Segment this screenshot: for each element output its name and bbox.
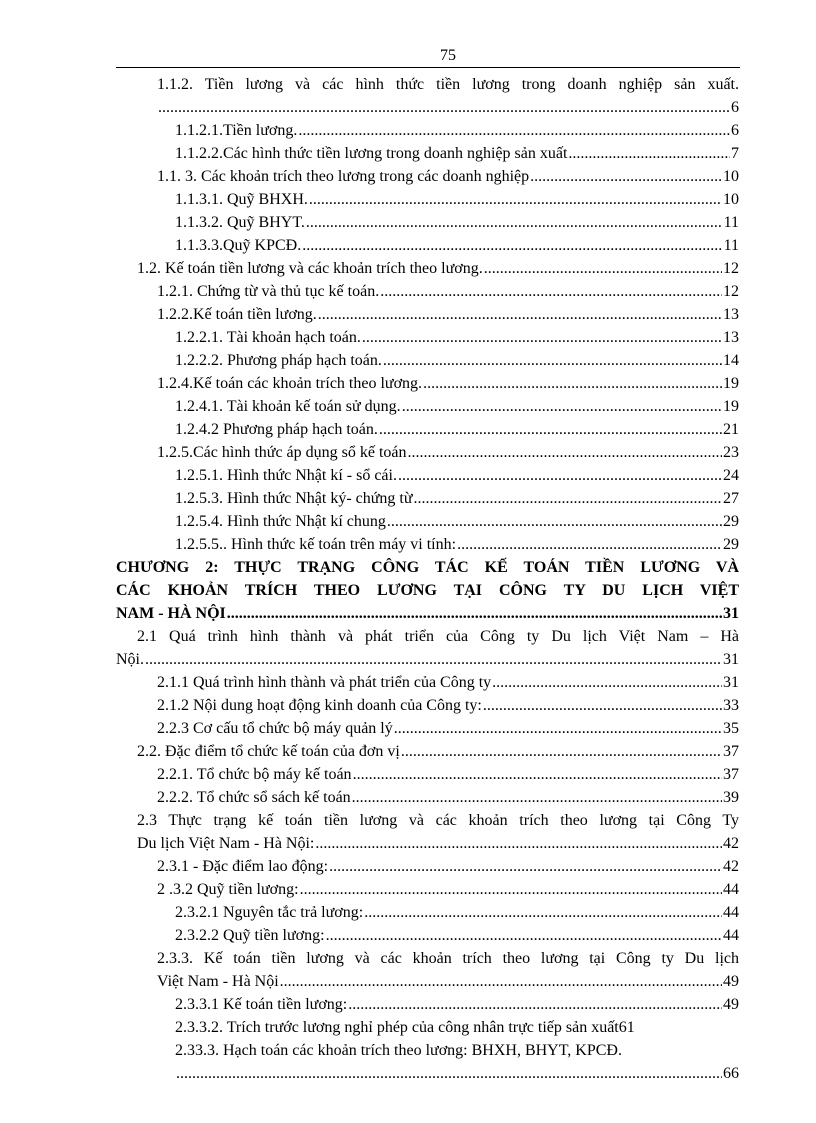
toc-entry-text: Việt Nam - Hà Nội [157,973,279,990]
toc-entry-page: 35 [723,720,739,737]
toc-entry-page: 31 [723,651,739,668]
toc-leader [145,648,722,671]
toc-leader [530,165,722,188]
toc-entry-page: 10 [723,191,739,208]
toc-entry [157,855,739,878]
page-number: 75 [440,47,456,64]
toc-entry-text: 1.1.3.2. Quỹ BHYT. [175,214,305,231]
toc-leader [318,303,722,326]
toc-entry [137,809,739,832]
toc-entry [157,694,739,717]
toc-entry-text: 2.33.3. Hạch toán các khoản trích theo lương: BHXH, BHYT, KPCĐ. [175,1042,622,1059]
toc-entry-page: 23 [723,444,739,461]
toc-entry-text: 2.1 Quá trình hình thành và phát triển của Công ty Du lịch Việt Nam – Hà [137,628,739,645]
toc-entry-text: 1.1.3.3.Quỹ KPCĐ. [175,237,302,254]
toc-entry-text: Du lịch Việt Nam - Hà Nội: [137,835,315,852]
toc-entry-text: 1.2.4.2 Phương pháp hạch toán. [175,421,378,438]
toc-leader [423,372,722,395]
toc-entry-page: 13 [723,306,739,323]
toc-entry-text: 1.2.5.3. Hình thức Nhật ký- chứng từ [175,490,413,507]
toc-entry [175,1016,739,1039]
toc-entry [175,142,739,165]
toc-entry [175,119,739,142]
toc-leader [492,671,722,694]
toc-entry-text: 2.3.1 - Đặc điểm lao động: [157,858,329,875]
toc-entry [137,832,739,855]
toc-entry-page: 49 [723,996,739,1013]
toc-entry-text: 1.1.3.1. Quỹ BHXH. [175,191,308,208]
toc-entry-text: CÁC KHOẢN TRÍCH THEO LƯƠNG TẠI CÔNG TY DU LỊCH VIỆT [116,582,739,599]
toc-entry-text: 1.2.5.4. Hình thức Nhật kí chung [175,513,386,530]
toc-leader [326,924,722,947]
toc-leader [483,694,722,717]
toc-entry-page: 29 [723,513,739,530]
chapter-heading [116,556,739,579]
toc-leader [398,464,722,487]
toc-entry-text: 1.2.5.Các hình thức áp dụng sổ kế toán [157,444,407,461]
toc-entry [137,740,739,763]
toc-entry-page: 14 [723,352,739,369]
toc-entry-text: 2.3.3.1 Kế toán tiền lương: [175,996,348,1013]
toc-entry-page: 24 [723,467,739,484]
toc-leader [408,441,722,464]
toc-entry [175,326,739,349]
toc-entry [137,625,739,648]
toc-leader [379,418,722,441]
toc-entry [175,487,739,510]
toc-entry [175,395,739,418]
toc-entry [157,878,739,901]
toc-entry-page: 66 [723,1065,739,1082]
toc-entry-page: 44 [723,881,739,898]
toc-entry-page: 13 [723,329,739,346]
toc-entry-text: 2.1.2 Nội dung hoạt động kinh doanh của Công ty: [157,697,482,714]
toc-entry-page: 11 [723,214,739,231]
toc-entry [175,993,739,1016]
chapter-heading [116,579,739,602]
toc-entry-text: 1.1. 3. Các khoản trích theo lương trong các doanh nghiệp [157,168,530,185]
toc-entry [175,1039,739,1062]
toc-entry-text: 2.3.3.2. Trích trước lương nghỉ phép của công nhân trực tiếp sản xuất [175,1019,619,1036]
toc-entry [157,280,739,303]
toc-entry-page: 7 [731,145,739,162]
toc-leader [315,832,722,855]
toc-entry [175,349,739,372]
toc-entry-page: 44 [723,927,739,944]
toc-entry-page: 10 [723,168,739,185]
toc-leader [176,1062,722,1085]
toc-entry-text: 2.3.2.1 Nguyên tắc trả lương: [175,904,364,921]
toc-entry-text: 1.2.4.1. Tài khoản kế toán sử dụng. [175,398,401,415]
toc-leader [302,234,722,257]
toc-entry-text: Nội. [116,651,144,668]
toc-leader [402,395,722,418]
toc-entry-text: 2.2. Đặc điểm tổ chức kế toán của đơn vị [137,743,400,760]
toc-entry-text: 2 .3.2 Quỹ tiền lương: [157,881,299,898]
toc-entry [175,510,739,533]
toc-entry-page: 12 [723,283,739,300]
toc-leader [306,211,723,234]
toc-entry [157,970,739,993]
toc-entry-page: 31 [723,605,739,622]
toc-leader [362,326,722,349]
toc-leader [401,740,722,763]
toc-entry-page: 19 [723,375,739,392]
toc-entry-page: 42 [723,835,739,852]
toc-entry [175,234,739,257]
toc-entry-page: 33 [723,697,739,714]
toc-entry-page: 42 [723,858,739,875]
toc-entry-page: 61 [618,1019,635,1036]
toc-entry-text: 1.2.4.Kế toán các khoản trích theo lương. [157,375,423,392]
toc-entry-page: 27 [723,490,739,507]
toc-entry-text: 2.2.1. Tổ chức bộ máy kế toán [157,766,352,783]
toc-entry-page: 21 [723,421,739,438]
toc-entry-page: 12 [723,260,739,277]
toc-leader [348,993,722,1016]
toc-entry-page: 37 [723,743,739,760]
toc-leader [457,533,722,556]
toc-leader [158,96,730,119]
toc-entry [157,717,739,740]
toc-leader [227,602,722,625]
toc-entry-text: 1.2. Kế toán tiền lương và các khoản trích theo lương. [137,260,483,277]
toc-entry [157,96,739,119]
toc-leader [394,717,722,740]
toc-entry-text: 1.2.2.1. Tài khoản hạch toán. [175,329,361,346]
toc-entry [175,418,739,441]
toc-entry-text: 2.1.1 Quá trình hình thành và phát triển của Công ty [157,674,492,691]
toc-entry-page: 6 [731,122,739,139]
chapter-heading [116,602,739,625]
toc-entry [157,671,739,694]
toc-entry [175,211,739,234]
toc-entry-text: CHƯƠNG 2: THỰC TRẠNG CÔNG TÁC KẾ TOÁN TIỀN LƯƠNG VÀ [116,559,739,576]
toc-entry-text: 1.2.2.Kế toán tiền lương. [157,306,317,323]
toc-entry-text: 1.1.2.1.Tiền lương. [175,122,298,139]
toc-entry-text: 2.3.2.2 Quỹ tiền lương: [175,927,325,944]
toc-entry-page: 6 [731,99,739,116]
toc-leader [298,119,730,142]
toc-entry-page: 29 [723,536,739,553]
toc-leader [353,763,722,786]
toc-entry [157,303,739,326]
toc-entry-page: 19 [723,398,739,415]
toc-entry-page: 39 [723,789,739,806]
header-rule [116,67,740,68]
toc-entry [157,763,739,786]
toc-entry [157,947,739,970]
toc-entry [157,372,739,395]
toc-entry-text: 1.1.2.2.Các hình thức tiền lương trong doanh nghiệp sản xuất [175,145,568,162]
toc-entry-page: 31 [723,674,739,691]
toc-entry-text: 1.1.2. Tiền lương và các hình thức tiền lương trong doanh nghiệp sản xuất. [157,76,739,93]
toc-entry-page: 49 [723,973,739,990]
toc-entry [175,533,739,556]
toc-entry-text: 1.2.5.5.. Hình thức kế toán trên máy vi tính: [175,536,457,553]
toc-entry [116,648,739,671]
toc-leader [309,188,722,211]
toc-leader [352,786,722,809]
toc-entry [175,464,739,487]
toc-entry [157,441,739,464]
toc-entry-text: 1.2.5.1. Hình thức Nhật kí - sổ cái. [175,467,397,484]
toc-leader [414,487,722,510]
toc-leader [280,970,722,993]
toc-entry-text: 2.2.2. Tổ chức sổ sách kế toán [157,789,351,806]
toc-leader [300,878,722,901]
toc-leader [383,349,722,372]
toc-entry [175,901,739,924]
toc-entry-text: 1.2.2.2. Phương pháp hạch toán. [175,352,382,369]
toc-entry-text: 1.2.1. Chứng từ và thủ tục kế toán. [157,283,380,300]
toc-entry [157,165,739,188]
toc-entry-page: 44 [723,904,739,921]
toc-leader [568,142,730,165]
toc-entry-text: 2.2.3 Cơ cấu tổ chức bộ máy quản lý [157,720,393,737]
toc-leader [387,510,722,533]
toc-leader [329,855,722,878]
toc-leader [380,280,722,303]
toc-entry-text: 2.3 Thực trạng kế toán tiền lương và các khoản trích theo lương tại Công Ty [137,812,739,829]
toc-entry [137,257,739,280]
toc-entry-text: NAM - HÀ NỘI [116,605,226,622]
toc-entry-page: 37 [723,766,739,783]
toc-entry-text: 2.3.3. Kế toán tiền lương và các khoản trích theo lương tại Công ty Du lịch [157,950,739,967]
toc-entry [175,924,739,947]
toc-entry [157,786,739,809]
toc-entry [175,188,739,211]
toc-leader [484,257,722,280]
toc-entry-page: 11 [723,237,739,254]
toc-entry [175,1062,739,1085]
toc-entry [157,73,739,96]
toc-leader [364,901,722,924]
